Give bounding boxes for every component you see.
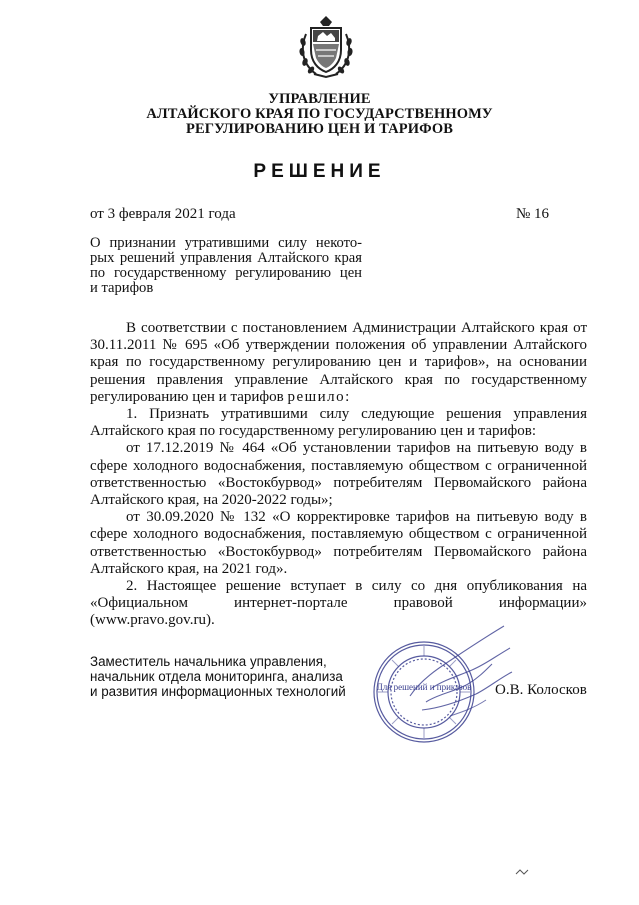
item-2-paragraph: 2. Настоящее решение вступает в силу со дня опубликования на «Официальном интернет-портале правовой информации» (www.pravo.gov.ru).: [90, 578, 587, 629]
document-date: от 3 февраля 2021 года: [90, 206, 236, 222]
coat-of-arms-icon: [296, 14, 356, 80]
document-subject: [90, 236, 362, 296]
document-type-title: РЕШЕНИЕ: [253, 161, 386, 182]
position-line: Заместитель начальника управления,: [90, 654, 327, 669]
org-name-line-2: АЛТАЙСКОГО КРАЯ ПО ГОСУДАРСТВЕННОМУ: [146, 106, 493, 122]
signatory-position: [90, 654, 360, 699]
decided-word: решило:: [287, 388, 351, 405]
item-1b-paragraph: от 30.09.2020 № 132 «О корректировке тарифов на питьевую воду в сфере холодного водоснабжения, поставляемую обществом с ограниченной ответственностью «Востокбурвод» потребителям Первомайского района Алтайского края, на 2021 год».: [90, 509, 587, 577]
subject-line: и тарифов: [90, 280, 154, 296]
signatory-name: О.В. Колосков: [495, 682, 587, 698]
preamble-paragraph: [90, 320, 587, 406]
document-number: № 16: [515, 206, 549, 222]
subject-line: О признании утратившими силу некото-: [90, 235, 362, 251]
page-mark-icon: [515, 868, 529, 876]
org-name-line-1: УПРАВЛЕНИЕ: [268, 91, 371, 107]
stamp-text: Для решений и приказов: [376, 682, 472, 692]
preamble-text: В соответствии с постановлением Администрации Алтайского края от 30.11.2011 № 695 «Об утверждении положения об управлении Алтайского края по государственному регулированию цен и тарифов», на основании решения правления управление Алтайского края по государственному регулированию цен и тарифов: [90, 320, 587, 405]
document-body: [90, 320, 587, 630]
handwritten-signature-icon: [392, 618, 532, 734]
subject-line: по государственному регулированию цен: [90, 265, 362, 281]
position-line: начальник отдела мониторинга, анализа: [90, 669, 343, 684]
subject-line: рых решений управления Алтайского края: [90, 250, 362, 266]
position-line: и развития информационных технологий: [90, 684, 346, 699]
item-1-paragraph: 1. Признать утратившими силу следующие решения управления Алтайского края по государственному регулированию цен и тарифов:: [90, 406, 587, 440]
org-name-line-3: РЕГУЛИРОВАНИЮ ЦЕН И ТАРИФОВ: [186, 121, 453, 137]
item-1a-paragraph: от 17.12.2019 № 464 «Об установлении тарифов на питьевую воду в сфере холодного водоснабжения, поставляемую обществом с ограниченной ответственностью «Востокбурвод» потребителям Первомайского района Алтайского края, на 2020-2022 годы»;: [90, 440, 587, 509]
